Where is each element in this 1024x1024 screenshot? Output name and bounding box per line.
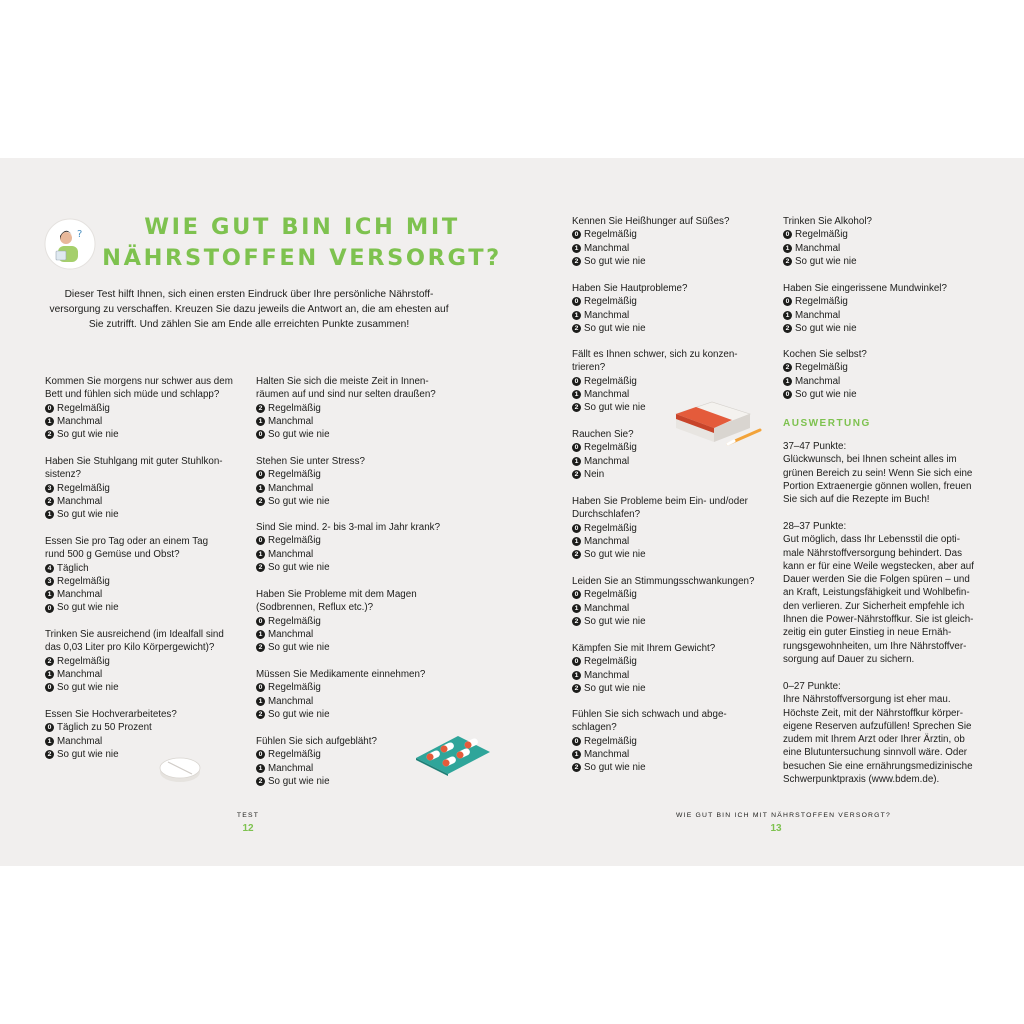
answer-label: Nein [584,468,605,480]
answer-label: Regelmäßig [268,469,321,481]
answer-label: So gut wie nie [268,775,330,787]
question-block [572,495,748,561]
question-block [256,668,425,721]
score-badge: 0 [256,536,265,545]
score-badge: 0 [45,404,54,413]
score-badge: 2 [572,550,581,559]
evaluation-text: an Kraft, Leistungsfähigkeit und Wohlbefin- [783,587,970,599]
answer-label: Manchmal [584,602,630,614]
answer-option[interactable] [572,761,727,774]
svg-text:?: ? [77,229,83,240]
answer-option[interactable] [256,402,436,415]
answer-option[interactable] [256,468,365,481]
evaluation-text: male Nährstoffversorgung behindert. Das [783,547,962,559]
score-badge: 1 [45,417,54,426]
score-badge: 1 [572,750,581,759]
question-text: Kämpfen Sie mit Ihrem Gewicht? [572,643,716,654]
answer-option[interactable] [256,641,417,654]
answer-label: So gut wie nie [57,748,119,760]
answer-label: Regelmäßig [795,229,848,241]
question-text: Kochen Sie selbst? [783,349,867,360]
answer-option[interactable] [572,669,715,682]
score-badge: 0 [45,723,54,732]
question-text: Trinken Sie Alkohol? [783,216,872,227]
score-badge: 0 [572,377,581,386]
answer-option[interactable] [256,548,440,561]
answer-label: Manchmal [584,535,630,547]
question-text: Fühlen Sie sich aufgebläht? [256,736,377,747]
evaluation-text: kann er für eine Weile wegstecken, aber auf [783,560,974,572]
question-text: Müssen Sie Medikamente einnehmen? [256,669,426,680]
answer-label: Manchmal [584,309,630,321]
answer-label: Regelmäßig [584,296,637,308]
answer-label: Manchmal [268,695,314,707]
answer-option[interactable] [256,534,440,547]
question-block [256,735,377,788]
score-badge: 2 [45,497,54,506]
question-block [572,575,754,628]
answer-option[interactable] [45,482,223,495]
answer-option[interactable] [783,242,872,255]
answer-option[interactable] [256,628,417,641]
evaluation-text: sorgung auf Dauer zu sichern. [783,653,915,665]
answer-option[interactable] [572,309,687,322]
score-badge: 0 [256,470,265,479]
evaluation-text: Schwerpunktpraxis (www.bdem.de). [783,774,940,786]
evaluation-block [783,440,988,506]
score-badge: 1 [256,697,265,706]
answer-option[interactable] [572,468,637,481]
answer-label: Manchmal [57,415,103,427]
score-badge: 1 [572,671,581,680]
evaluation-text: Gut möglich, dass Ihr Lebensstil die opti- [783,534,960,546]
answer-option[interactable] [256,748,377,761]
answer-option[interactable] [572,735,727,748]
answer-option[interactable] [256,762,377,775]
question-text: Haben Sie Hautprobleme? [572,283,688,294]
answer-option[interactable] [572,522,748,535]
score-badge: 3 [45,577,54,586]
score-badge: 1 [783,377,792,386]
answer-label: Manchmal [268,762,314,774]
answer-label: So gut wie nie [584,402,646,414]
score-badge: 2 [783,257,792,266]
question-block [256,375,436,441]
answer-label: Regelmäßig [584,589,637,601]
score-badge: 2 [783,363,792,372]
answer-option[interactable] [783,255,872,268]
answer-option[interactable] [45,655,224,668]
answer-label: Regelmäßig [268,402,321,414]
answer-option[interactable] [783,375,867,388]
footer-right-label: WIE GUT BIN ICH MIT NÄHRSTOFFEN VERSORGT? [676,812,891,819]
answer-option[interactable] [783,388,867,401]
question-block [256,455,365,508]
answer-option[interactable] [572,295,687,308]
answer-option[interactable] [45,402,233,415]
answer-label: Manchmal [584,388,630,400]
score-range-heading: 28–37 Punkte: [783,521,847,532]
score-badge: 1 [256,550,265,559]
answer-label: Regelmäßig [795,362,848,374]
evaluation-text: Ihre Nährstoffversorgung ist eher mau. [783,694,951,706]
score-badge: 2 [256,563,265,572]
question-text: Haben Sie eingerissene Mundwinkel? [783,283,947,294]
score-badge: 0 [256,683,265,692]
question-text: Haben Sie Probleme mit dem Magen [256,589,417,600]
score-badge: 0 [45,604,54,613]
answer-option[interactable] [45,681,224,694]
evaluation-text: zeitig ein guter Einstieg in neue Ernäh- [783,627,952,639]
cigarette-pack-illustration [674,400,764,448]
evaluation-text: besuchen Sie eine ernährungsmedizinische [783,760,973,772]
answer-label: Regelmäßig [57,575,110,587]
answer-label: Manchmal [268,548,314,560]
question-text: (Sodbrennen, Reflux etc.)? [256,602,374,614]
question-block [256,588,417,654]
question-block [783,282,947,335]
score-badge: 2 [256,404,265,413]
answer-option[interactable] [45,588,208,601]
score-badge: 0 [45,683,54,692]
answer-label: Regelmäßig [268,535,321,547]
score-badge: 2 [572,403,581,412]
question-block [45,535,208,615]
evaluation-text: Ihnen die Power-Nährstoffkur. Sie ist gleich- [783,614,974,626]
score-badge: 0 [572,657,581,666]
answer-option[interactable] [45,508,223,521]
answer-label: Täglich [57,562,89,574]
answer-label: Manchmal [584,242,630,254]
answer-label: So gut wie nie [268,561,330,573]
answer-label: Regelmäßig [57,402,110,414]
answer-label: Manchmal [57,668,103,680]
answer-label: So gut wie nie [57,682,119,694]
question-text: Sind Sie mind. 2- bis 3-mal im Jahr krank? [256,522,441,533]
question-text: Halten Sie sich die meiste Zeit in Innen- [256,376,429,387]
score-badge: 0 [783,230,792,239]
score-range-heading: 0–27 Punkte: [783,681,841,692]
answer-label: So gut wie nie [268,495,330,507]
question-text: das 0,03 Liter pro Kilo Körpergewicht)? [45,642,215,654]
evaluation-block [783,520,988,666]
score-badge: 2 [572,470,581,479]
score-badge: 0 [783,297,792,306]
score-badge: 2 [45,430,54,439]
answer-option[interactable] [256,415,436,428]
answer-label: Manchmal [57,589,103,601]
answer-option[interactable] [572,375,738,388]
answer-label: Regelmäßig [268,682,321,694]
answer-label: Regelmäßig [795,296,848,308]
answer-option[interactable] [45,721,177,734]
answer-label: So gut wie nie [584,682,646,694]
score-badge: 2 [572,684,581,693]
score-badge: 2 [572,617,581,626]
score-badge: 1 [783,244,792,253]
answer-label: Regelmäßig [584,375,637,387]
answer-label: So gut wie nie [795,255,857,267]
question-text: Haben Sie Probleme beim Ein- und/oder [572,496,748,507]
score-badge: 1 [256,417,265,426]
answer-option[interactable] [572,535,748,548]
answer-option[interactable] [572,455,637,468]
answer-option[interactable] [256,428,436,441]
answer-option[interactable] [572,602,754,615]
question-text: Leiden Sie an Stimmungsschwankungen? [572,576,755,587]
question-text: Stehen Sie unter Stress? [256,456,365,467]
evaluation-text: grünen Bereich zu sein! Wenn Sie sich eine [783,467,973,479]
answer-option[interactable] [783,309,947,322]
answer-label: Täglich zu 50 Prozent [57,722,152,734]
question-block [45,375,233,441]
evaluation-text: eine Blutuntersuchung sinnvoll wäre. Oder [783,747,968,759]
answer-option[interactable] [256,695,425,708]
score-badge: 0 [572,443,581,452]
answer-label: Manchmal [57,495,103,507]
answer-label: Manchmal [268,415,314,427]
score-badge: 0 [783,390,792,399]
question-text: rund 500 g Gemüse und Obst? [45,549,180,561]
pill-tablet-illustration [156,752,204,784]
evaluation-text: den verlieren. Zur Sicherheit empfehle ich [783,600,965,612]
question-text: Rauchen Sie? [572,429,634,440]
answer-label: Regelmäßig [584,229,637,241]
question-text: Bett und fühlen sich müde und schlapp? [45,389,220,401]
score-badge: 1 [45,737,54,746]
page-number-right: 13 [770,823,782,834]
answer-option[interactable] [45,735,177,748]
answer-label: Regelmäßig [584,735,637,747]
answer-option[interactable] [572,615,754,628]
answer-option[interactable] [45,495,223,508]
answer-label: So gut wie nie [584,549,646,561]
score-badge: 1 [45,590,54,599]
score-badge: 2 [783,324,792,333]
answer-option[interactable] [783,361,867,374]
question-block [572,428,637,481]
answer-label: Manchmal [584,748,630,760]
answer-option[interactable] [256,681,425,694]
score-badge: 1 [572,390,581,399]
answer-label: So gut wie nie [268,429,330,441]
question-text: Kennen Sie Heißhunger auf Süßes? [572,216,730,227]
score-badge: 1 [45,670,54,679]
question-block [256,521,440,574]
answer-label: So gut wie nie [584,615,646,627]
person-question-icon [44,218,96,270]
score-badge: 1 [572,457,581,466]
answer-label: Manchmal [268,628,314,640]
answer-option[interactable] [256,561,440,574]
answer-label: Regelmäßig [268,615,321,627]
answer-label: Manchmal [795,309,841,321]
question-block [572,708,727,774]
answer-option[interactable] [572,748,727,761]
answer-label: So gut wie nie [795,322,857,334]
score-badge: 0 [572,737,581,746]
score-badge: 2 [45,750,54,759]
score-badge: 0 [256,617,265,626]
evaluation-text: rungsgewohnheiten, um Ihre Nährstoffver- [783,640,967,652]
answer-option[interactable] [45,415,233,428]
question-text: trieren? [572,362,606,374]
question-text: Haben Sie Stuhlgang mit guter Stuhlkon- [45,456,223,467]
answer-label: Manchmal [584,455,630,467]
answer-option[interactable] [783,228,872,241]
answer-option[interactable] [256,615,417,628]
score-range-heading: 37–47 Punkte: [783,441,847,452]
answer-label: Regelmäßig [584,522,637,534]
score-badge: 1 [572,311,581,320]
intro-text: Dieser Test hilft Ihnen, sich einen ersten Eindruck über Ihre persönliche Nährstoff- versorgung zu verschaffen. Kreuzen Sie dazu jeweils die Antwort an, die am ehesten auf Sie zutrifft. Und zählen Sie am Ende alle erreichten Punkte zusammen! [49,289,449,330]
answer-option[interactable] [572,655,715,668]
score-badge: 2 [256,497,265,506]
evaluation-text: Portion Extraenergie gönnen wollen, freuen [783,480,972,492]
answer-option[interactable] [45,562,208,575]
question-block [572,215,729,268]
answer-option[interactable] [45,575,208,588]
question-text: sistenz? [45,469,81,481]
answer-label: Regelmäßig [268,749,321,761]
answer-option[interactable] [572,548,748,561]
evaluation-text: Höchste Zeit, mit der Nährstoffkur körper- [783,707,964,719]
evaluation-text: Sie sich auf die Rezepte im Buch! [783,494,930,506]
answer-label: So gut wie nie [584,322,646,334]
answer-option[interactable] [45,668,224,681]
answer-label: So gut wie nie [57,429,119,441]
page-title: WIE GUT BIN ICH MIT NÄHRSTOFFEN VERSORGT? [102,214,502,271]
answer-label: So gut wie nie [268,708,330,720]
question-text: Durchschlafen? [572,509,641,521]
answer-label: Regelmäßig [57,482,110,494]
answer-option[interactable] [572,322,687,335]
answer-option[interactable] [45,601,208,614]
answer-label: So gut wie nie [795,388,857,400]
score-badge: 2 [572,324,581,333]
answer-option[interactable] [572,588,754,601]
score-badge: 4 [45,564,54,573]
answer-label: Manchmal [795,242,841,254]
footer-left-label: TEST [236,812,260,819]
score-badge: 2 [572,763,581,772]
score-badge: 2 [45,657,54,666]
answer-option[interactable] [256,708,425,721]
score-badge: 1 [45,510,54,519]
question-text: Fühlen Sie sich schwach und abge- [572,709,727,720]
question-text: Trinken Sie ausreichend (im Idealfall sind [45,629,224,640]
evaluation-block [783,680,988,786]
question-text: Kommen Sie morgens nur schwer aus dem [45,376,233,387]
evaluation-text: Glückwunsch, bei Ihnen scheint alles im [783,454,957,466]
answer-label: So gut wie nie [57,602,119,614]
answer-option[interactable] [572,228,729,241]
evaluation-heading: AUSWERTUNG [783,418,871,429]
answer-label: So gut wie nie [57,509,119,521]
score-badge: 3 [45,484,54,493]
score-badge: 1 [256,764,265,773]
answer-label: Manchmal [57,735,103,747]
page-number-left: 12 [242,823,254,834]
evaluation-text: zudem mit Ihrem Arzt oder Ihrer Ärztin, ob [783,734,965,746]
score-badge: 1 [783,311,792,320]
answer-option[interactable] [783,295,947,308]
answer-option[interactable] [572,242,729,255]
answer-label: Manchmal [268,482,314,494]
answer-option[interactable] [572,682,715,695]
answer-option[interactable] [45,428,233,441]
score-badge: 1 [572,604,581,613]
score-badge: 2 [572,257,581,266]
question-block [572,282,687,335]
score-badge: 1 [256,630,265,639]
score-badge: 1 [256,484,265,493]
answer-label: Manchmal [584,669,630,681]
question-block [45,628,224,694]
evaluation-text: eigene Reserven aufzufüllen! Sprechen Sie [783,720,972,732]
question-text: Fällt es Ihnen schwer, sich zu konzen- [572,349,738,360]
answer-label: Manchmal [795,375,841,387]
score-badge: 2 [256,643,265,652]
answer-label: So gut wie nie [584,762,646,774]
score-badge: 1 [572,244,581,253]
capsule-blister-illustration [412,730,492,776]
answer-label: So gut wie nie [268,642,330,654]
answer-option[interactable] [783,322,947,335]
question-block [572,642,715,695]
score-badge: 0 [572,524,581,533]
score-badge: 0 [572,297,581,306]
answer-label: Regelmäßig [584,656,637,668]
answer-option[interactable] [256,775,377,788]
question-text: Essen Sie Hochverarbeitetes? [45,709,177,720]
answer-label: So gut wie nie [584,255,646,267]
score-badge: 0 [572,590,581,599]
question-text: schlagen? [572,722,617,734]
question-block [783,348,867,401]
answer-option[interactable] [572,441,637,454]
answer-label: Regelmäßig [584,442,637,454]
answer-option[interactable] [572,255,729,268]
score-badge: 0 [572,230,581,239]
evaluation-text: Dauer werden Sie die Folgen spüren – und [783,574,970,586]
score-badge: 0 [256,750,265,759]
answer-option[interactable] [256,495,365,508]
question-block [783,215,872,268]
question-block [45,455,223,521]
score-badge: 1 [572,537,581,546]
score-badge: 0 [256,430,265,439]
answer-label: Regelmäßig [57,655,110,667]
score-badge: 2 [256,710,265,719]
answer-option[interactable] [256,482,365,495]
question-text: Essen Sie pro Tag oder an einem Tag [45,536,209,547]
question-text: räumen auf und sind nur selten draußen? [256,389,436,401]
score-badge: 2 [256,777,265,786]
